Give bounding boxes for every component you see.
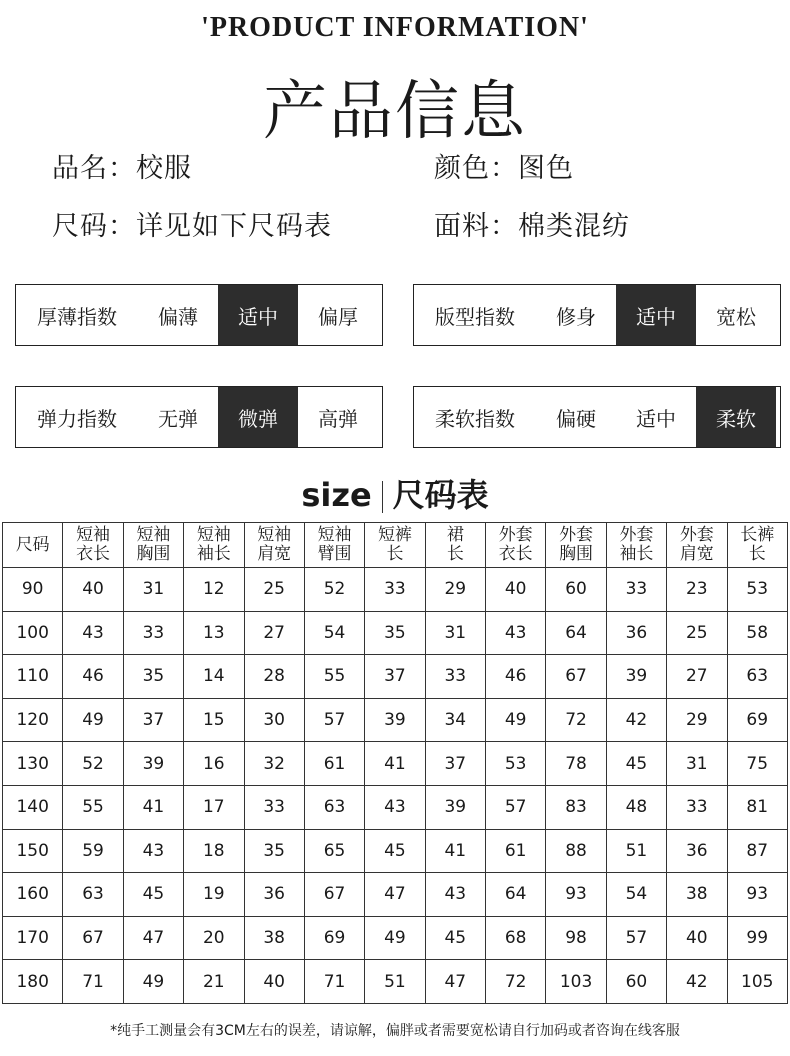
table-header-row xyxy=(3,523,788,568)
color-label: 颜色： xyxy=(434,153,518,184)
column-header-text: 外套 xyxy=(679,525,714,545)
table-cell: 49 xyxy=(365,916,425,960)
table-cell: 87 xyxy=(727,829,788,873)
table-cell: 45 xyxy=(365,829,425,873)
column-header-text: 长 xyxy=(446,544,464,564)
table-cell: 105 xyxy=(727,960,788,1004)
table-cell: 35 xyxy=(244,829,304,873)
table-cell: 47 xyxy=(365,873,425,917)
table-cell: 72 xyxy=(486,960,546,1004)
english-title: 'PRODUCT INFORMATION' xyxy=(201,12,589,43)
size-table xyxy=(2,522,788,1004)
size-heading-en: size xyxy=(301,476,372,514)
table-cell: 51 xyxy=(365,960,425,1004)
index-option: 偏硬 xyxy=(556,406,596,431)
index-option: 修身 xyxy=(556,304,596,329)
table-cell: 28 xyxy=(244,655,304,699)
table-cell: 63 xyxy=(727,655,788,699)
size-row xyxy=(52,204,332,243)
table-cell: 49 xyxy=(63,698,123,742)
table-cell: 39 xyxy=(365,698,425,742)
elasticity-index xyxy=(15,386,383,448)
column-header xyxy=(365,523,425,568)
table-cell: 93 xyxy=(727,873,788,917)
table-cell: 27 xyxy=(667,655,727,699)
column-header-text: 外套 xyxy=(559,525,594,545)
column-header-text: 外套 xyxy=(498,525,533,545)
table-cell: 38 xyxy=(667,873,727,917)
fabric-label: 面料： xyxy=(434,211,518,242)
table-cell: 81 xyxy=(727,785,788,829)
table-cell: 150 xyxy=(3,829,63,873)
column-header-text: 臂围 xyxy=(317,544,352,564)
table-cell: 46 xyxy=(63,655,123,699)
fit-index xyxy=(413,284,781,346)
heading-divider xyxy=(382,481,383,513)
table-cell: 29 xyxy=(425,568,485,612)
table-cell: 71 xyxy=(304,960,364,1004)
column-header-text: 短袖 xyxy=(136,525,171,545)
table-cell: 37 xyxy=(365,655,425,699)
table-cell: 140 xyxy=(3,785,63,829)
table-cell: 16 xyxy=(184,742,244,786)
table-cell: 47 xyxy=(425,960,485,1004)
table-cell: 45 xyxy=(606,742,666,786)
table-cell: 160 xyxy=(3,873,63,917)
table-cell: 63 xyxy=(304,785,364,829)
table-cell: 48 xyxy=(606,785,666,829)
table-cell: 41 xyxy=(123,785,183,829)
column-header xyxy=(63,523,123,568)
column-header-text: 外套 xyxy=(619,525,654,545)
table-cell: 130 xyxy=(3,742,63,786)
table-cell: 58 xyxy=(727,611,788,655)
table-cell: 49 xyxy=(486,698,546,742)
column-header-text: 长 xyxy=(748,544,766,564)
table-cell: 64 xyxy=(486,873,546,917)
table-cell: 37 xyxy=(123,698,183,742)
table-cell: 31 xyxy=(425,611,485,655)
table-cell: 14 xyxy=(184,655,244,699)
column-header-text: 肩宽 xyxy=(257,544,292,564)
table-cell: 25 xyxy=(244,568,304,612)
table-row xyxy=(3,611,788,655)
table-cell: 35 xyxy=(365,611,425,655)
table-cell: 54 xyxy=(606,873,666,917)
table-cell: 90 xyxy=(3,568,63,612)
table-cell: 36 xyxy=(244,873,304,917)
column-header-text: 袖长 xyxy=(619,544,654,564)
table-cell: 41 xyxy=(425,829,485,873)
column-header xyxy=(244,523,304,568)
table-row xyxy=(3,916,788,960)
column-header-text: 长裤 xyxy=(740,525,775,545)
column-header-text: 长 xyxy=(386,544,404,564)
table-cell: 31 xyxy=(667,742,727,786)
table-cell: 33 xyxy=(667,785,727,829)
column-header-text: 胸围 xyxy=(559,544,594,564)
table-cell: 88 xyxy=(546,829,606,873)
table-cell: 32 xyxy=(244,742,304,786)
table-cell: 52 xyxy=(304,568,364,612)
product-name-row xyxy=(52,146,192,185)
table-row xyxy=(3,568,788,612)
table-cell: 23 xyxy=(667,568,727,612)
index-name: 版型指数 xyxy=(435,304,515,329)
column-header-text: 肩宽 xyxy=(679,544,714,564)
table-cell: 180 xyxy=(3,960,63,1004)
table-row xyxy=(3,655,788,699)
table-cell: 43 xyxy=(63,611,123,655)
table-cell: 34 xyxy=(425,698,485,742)
column-header-text: 衣长 xyxy=(498,544,533,564)
table-cell: 98 xyxy=(546,916,606,960)
table-cell: 29 xyxy=(667,698,727,742)
table-cell: 93 xyxy=(546,873,606,917)
column-header xyxy=(606,523,666,568)
table-cell: 40 xyxy=(486,568,546,612)
thickness-index xyxy=(15,284,383,346)
softness-index xyxy=(413,386,781,448)
table-cell: 21 xyxy=(184,960,244,1004)
table-cell: 42 xyxy=(606,698,666,742)
index-name: 弹力指数 xyxy=(37,406,117,431)
table-cell: 39 xyxy=(606,655,666,699)
table-cell: 61 xyxy=(304,742,364,786)
column-header xyxy=(3,523,63,568)
table-cell: 40 xyxy=(244,960,304,1004)
table-cell: 67 xyxy=(546,655,606,699)
table-cell: 35 xyxy=(123,655,183,699)
table-cell: 33 xyxy=(244,785,304,829)
table-cell: 37 xyxy=(425,742,485,786)
table-cell: 15 xyxy=(184,698,244,742)
table-cell: 51 xyxy=(606,829,666,873)
table-cell: 71 xyxy=(63,960,123,1004)
table-cell: 61 xyxy=(486,829,546,873)
table-cell: 36 xyxy=(667,829,727,873)
index-option-selected: 适中 xyxy=(218,285,298,345)
column-header xyxy=(727,523,788,568)
table-cell: 41 xyxy=(365,742,425,786)
table-cell: 110 xyxy=(3,655,63,699)
table-cell: 39 xyxy=(123,742,183,786)
table-cell: 78 xyxy=(546,742,606,786)
table-cell: 45 xyxy=(123,873,183,917)
color-row xyxy=(434,146,574,185)
column-header-text: 短袖 xyxy=(317,525,352,545)
table-row xyxy=(3,829,788,873)
column-header-text: 短袖 xyxy=(257,525,292,545)
index-option: 偏薄 xyxy=(158,304,198,329)
table-cell: 47 xyxy=(123,916,183,960)
table-cell: 67 xyxy=(63,916,123,960)
table-body xyxy=(3,568,788,1004)
table-cell: 57 xyxy=(486,785,546,829)
table-cell: 43 xyxy=(123,829,183,873)
table-cell: 64 xyxy=(546,611,606,655)
fabric-row xyxy=(434,204,630,243)
table-cell: 120 xyxy=(3,698,63,742)
table-row xyxy=(3,960,788,1004)
table-cell: 30 xyxy=(244,698,304,742)
table-cell: 53 xyxy=(727,568,788,612)
column-header xyxy=(184,523,244,568)
column-header-text: 短袖 xyxy=(76,525,111,545)
table-cell: 57 xyxy=(304,698,364,742)
table-cell: 36 xyxy=(606,611,666,655)
table-cell: 17 xyxy=(184,785,244,829)
column-header xyxy=(667,523,727,568)
table-row xyxy=(3,785,788,829)
table-row xyxy=(3,698,788,742)
index-option-selected: 适中 xyxy=(616,285,696,345)
size-chart-heading xyxy=(0,470,790,516)
index-name: 柔软指数 xyxy=(435,406,515,431)
table-row xyxy=(3,873,788,917)
table-cell: 100 xyxy=(3,611,63,655)
table-cell: 53 xyxy=(486,742,546,786)
size-label: 尺码： xyxy=(52,211,136,242)
index-option: 高弹 xyxy=(318,406,358,431)
table-cell: 13 xyxy=(184,611,244,655)
table-cell: 43 xyxy=(425,873,485,917)
column-header xyxy=(486,523,546,568)
color-value: 图色 xyxy=(518,153,574,184)
table-cell: 67 xyxy=(304,873,364,917)
table-cell: 57 xyxy=(606,916,666,960)
column-header xyxy=(304,523,364,568)
fabric-value: 棉类混纺 xyxy=(518,211,630,242)
table-cell: 43 xyxy=(365,785,425,829)
table-cell: 69 xyxy=(304,916,364,960)
index-option: 无弹 xyxy=(158,406,198,431)
index-option: 宽松 xyxy=(716,304,756,329)
footer-note: *纯手工测量会有3CM左右的误差，请谅解，偏胖或者需要宽松请自行加码或者咨询在线客服 xyxy=(110,1023,680,1039)
column-header-text: 胸围 xyxy=(136,544,171,564)
size-heading-cn: 尺码表 xyxy=(392,476,489,514)
table-cell: 55 xyxy=(63,785,123,829)
table-cell: 33 xyxy=(365,568,425,612)
table-cell: 12 xyxy=(184,568,244,612)
table-cell: 31 xyxy=(123,568,183,612)
index-option-selected: 微弹 xyxy=(218,387,298,447)
table-cell: 59 xyxy=(63,829,123,873)
table-cell: 40 xyxy=(63,568,123,612)
column-header-text: 短裤 xyxy=(377,525,412,545)
column-header-text: 短袖 xyxy=(196,525,231,545)
table-cell: 33 xyxy=(606,568,666,612)
table-row xyxy=(3,742,788,786)
table-cell: 75 xyxy=(727,742,788,786)
table-cell: 99 xyxy=(727,916,788,960)
column-header-text: 衣长 xyxy=(76,544,111,564)
table-cell: 69 xyxy=(727,698,788,742)
table-cell: 18 xyxy=(184,829,244,873)
table-cell: 54 xyxy=(304,611,364,655)
table-cell: 170 xyxy=(3,916,63,960)
column-header-text: 裙 xyxy=(446,525,464,545)
size-value: 详见如下尺码表 xyxy=(136,211,332,242)
table-cell: 46 xyxy=(486,655,546,699)
column-header xyxy=(123,523,183,568)
table-cell: 49 xyxy=(123,960,183,1004)
product-name-value: 校服 xyxy=(136,153,192,184)
table-cell: 20 xyxy=(184,916,244,960)
index-name: 厚薄指数 xyxy=(37,304,117,329)
table-cell: 25 xyxy=(667,611,727,655)
product-name-label: 品名： xyxy=(52,153,136,184)
table-cell: 63 xyxy=(63,873,123,917)
index-option: 偏厚 xyxy=(318,304,358,329)
table-cell: 43 xyxy=(486,611,546,655)
table-cell: 45 xyxy=(425,916,485,960)
table-cell: 39 xyxy=(425,785,485,829)
index-option-selected: 柔软 xyxy=(696,387,776,447)
column-header xyxy=(546,523,606,568)
table-cell: 42 xyxy=(667,960,727,1004)
table-cell: 38 xyxy=(244,916,304,960)
table-cell: 83 xyxy=(546,785,606,829)
table-cell: 60 xyxy=(606,960,666,1004)
column-header-text: 袖长 xyxy=(196,544,231,564)
column-header xyxy=(425,523,485,568)
table-cell: 60 xyxy=(546,568,606,612)
table-cell: 27 xyxy=(244,611,304,655)
table-cell: 40 xyxy=(667,916,727,960)
table-cell: 19 xyxy=(184,873,244,917)
table-cell: 52 xyxy=(63,742,123,786)
table-cell: 68 xyxy=(486,916,546,960)
table-cell: 65 xyxy=(304,829,364,873)
table-cell: 33 xyxy=(425,655,485,699)
table-cell: 33 xyxy=(123,611,183,655)
page-title: 产品信息 xyxy=(263,75,527,149)
table-cell: 55 xyxy=(304,655,364,699)
column-header-text: 尺码 xyxy=(15,534,50,555)
table-cell: 72 xyxy=(546,698,606,742)
index-option: 适中 xyxy=(636,406,676,431)
table-cell: 103 xyxy=(546,960,606,1004)
